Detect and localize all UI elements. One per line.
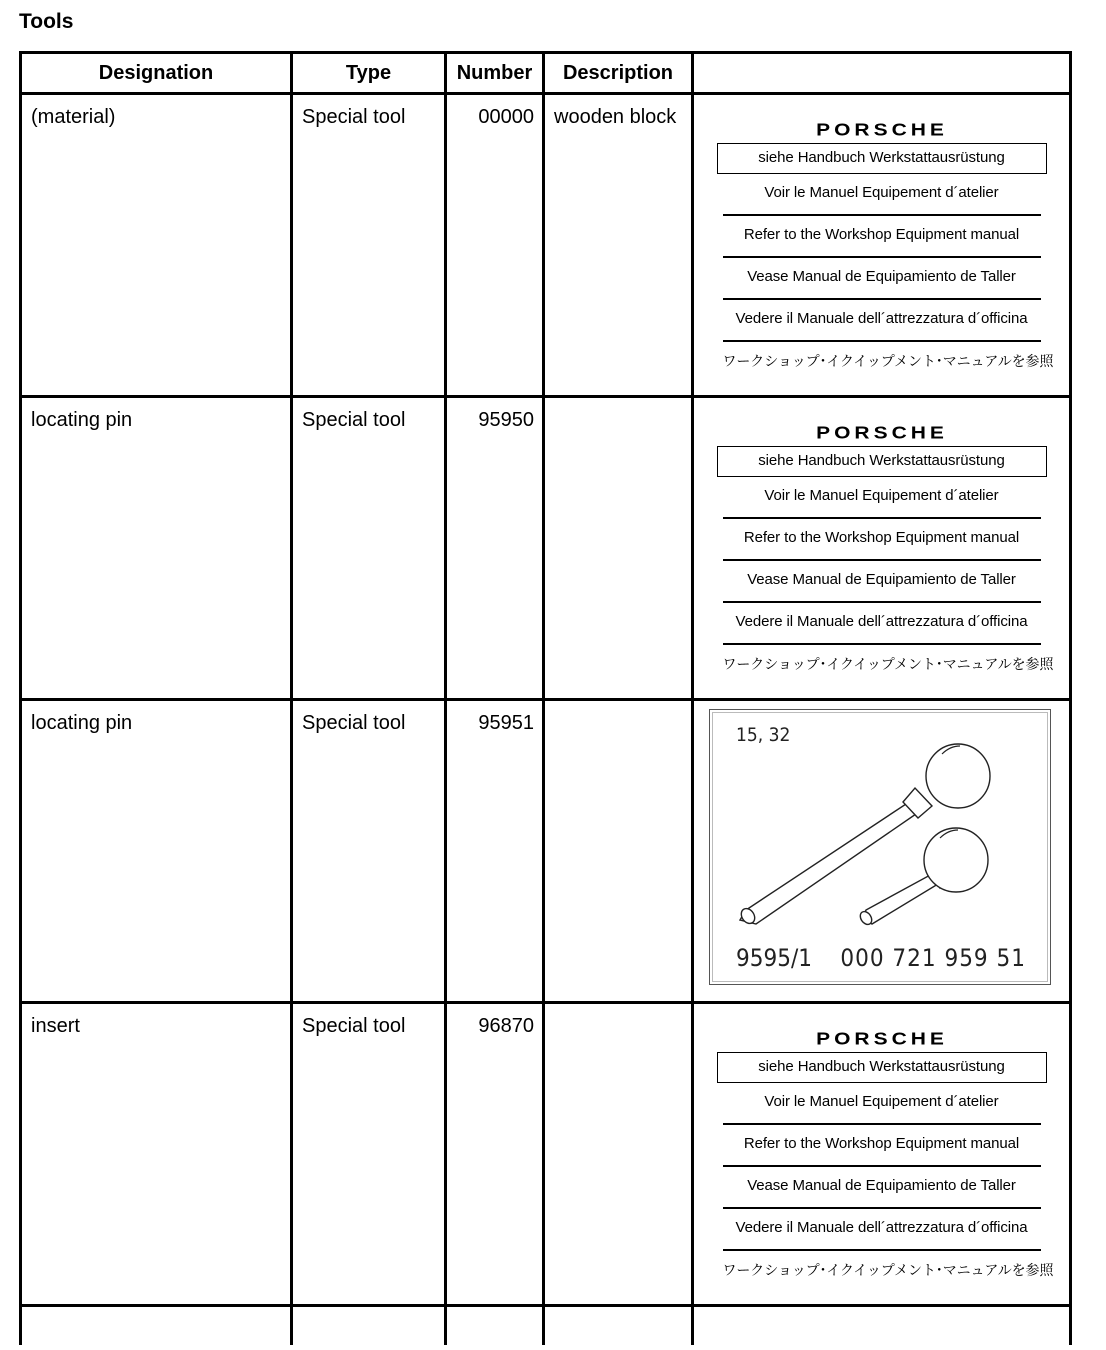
ref-line-es: Vease Manual de Equipamiento de Taller [723,1167,1041,1209]
cell-description [544,1003,693,1306]
cell-designation: insert [21,1003,292,1306]
cell-designation: locating pin [21,700,292,1003]
table-row [21,397,1071,700]
locating-pin-drawing [709,709,1051,985]
cell-description [544,397,693,700]
locating-pin-illustration [710,710,1050,984]
cell-empty [446,1306,544,1346]
ref-line-ja: ワークショップ･イクイップメント･マニュアルを参照 [722,1262,1054,1278]
porsche-logo-text: PORSCHE [815,1030,948,1050]
table-header-row [21,53,1071,94]
cell-designation: (material) [21,94,292,397]
header-number: Number [446,53,544,94]
ref-line-ja: ワークショップ･イクイップメント･マニュアルを参照 [722,656,1054,672]
porsche-logo-text: PORSCHE [815,424,948,444]
drawing-order-number: 000 721 959 51 [840,944,1026,972]
cell-image [693,94,1071,397]
cell-empty [544,1306,693,1346]
porsche-logo [776,424,988,444]
header-type: Type [292,53,446,94]
header-description: Description [544,53,693,94]
page-title: Tools [19,10,74,33]
ref-line-fr: Voir le Manuel Equipement d´atelier [723,1083,1041,1125]
tools-table [19,51,1072,1345]
porsche-logo-text: PORSCHE [815,121,948,141]
porsche-reference-panel [717,1030,1054,1291]
cell-type: Special tool [292,1003,446,1306]
cell-image [693,1003,1071,1306]
cell-number: 95950 [446,397,544,700]
cell-number: 00000 [446,94,544,397]
header-designation: Designation [21,53,292,94]
cell-empty [292,1306,446,1346]
ref-line-es: Vease Manual de Equipamiento de Taller [723,561,1041,603]
ref-line-fr: Voir le Manuel Equipement d´atelier [723,174,1041,216]
ref-line-en: Refer to the Workshop Equipment manual [723,1125,1041,1167]
ref-line-it: Vedere il Manuale dell´attrezzatura d´officina [723,300,1041,342]
drawing-ref-numbers: 15, 32 [736,724,791,746]
small-pin-shaft [862,874,938,924]
ref-line-es: Vease Manual de Equipamiento de Taller [723,258,1041,300]
ref-line-en: Refer to the Workshop Equipment manual [723,519,1041,561]
porsche-reference-panel [717,121,1054,382]
ref-line-de: siehe Handbuch Werkstattausrüstung [717,143,1047,174]
cell-type: Special tool [292,700,446,1003]
ref-line-fr: Voir le Manuel Equipement d´atelier [723,477,1041,519]
cell-number: 95951 [446,700,544,1003]
cell-description [544,700,693,1003]
porsche-logo [776,121,988,141]
porsche-reference-panel [717,424,1054,685]
ref-line-de: siehe Handbuch Werkstattausrüstung [717,1052,1047,1083]
ref-line-ja: ワークショップ･イクイップメント･マニュアルを参照 [722,353,1054,369]
cell-type: Special tool [292,397,446,700]
ref-line-de: siehe Handbuch Werkstattausrüstung [717,446,1047,477]
cell-empty [693,1306,1071,1346]
cell-image [693,397,1071,700]
ref-line-en: Refer to the Workshop Equipment manual [723,216,1041,258]
header-image [693,53,1071,94]
table-row [21,700,1071,1003]
porsche-logo [776,1030,988,1050]
cell-type: Special tool [292,94,446,397]
large-pin-ball [926,744,990,808]
cell-empty [21,1306,292,1346]
ref-line-it: Vedere il Manuale dell´attrezzatura d´officina [723,603,1041,645]
ref-line-it: Vedere il Manuale dell´attrezzatura d´officina [723,1209,1041,1251]
table-row [21,1003,1071,1306]
cell-image [693,700,1071,1003]
cell-description: wooden block [544,94,693,397]
table-row-cutoff [21,1306,1071,1346]
cell-designation: locating pin [21,397,292,700]
table-row [21,94,1071,397]
small-pin-ball [924,828,988,892]
drawing-part-number: 9595/1 [736,944,812,972]
cell-number: 96870 [446,1003,544,1306]
